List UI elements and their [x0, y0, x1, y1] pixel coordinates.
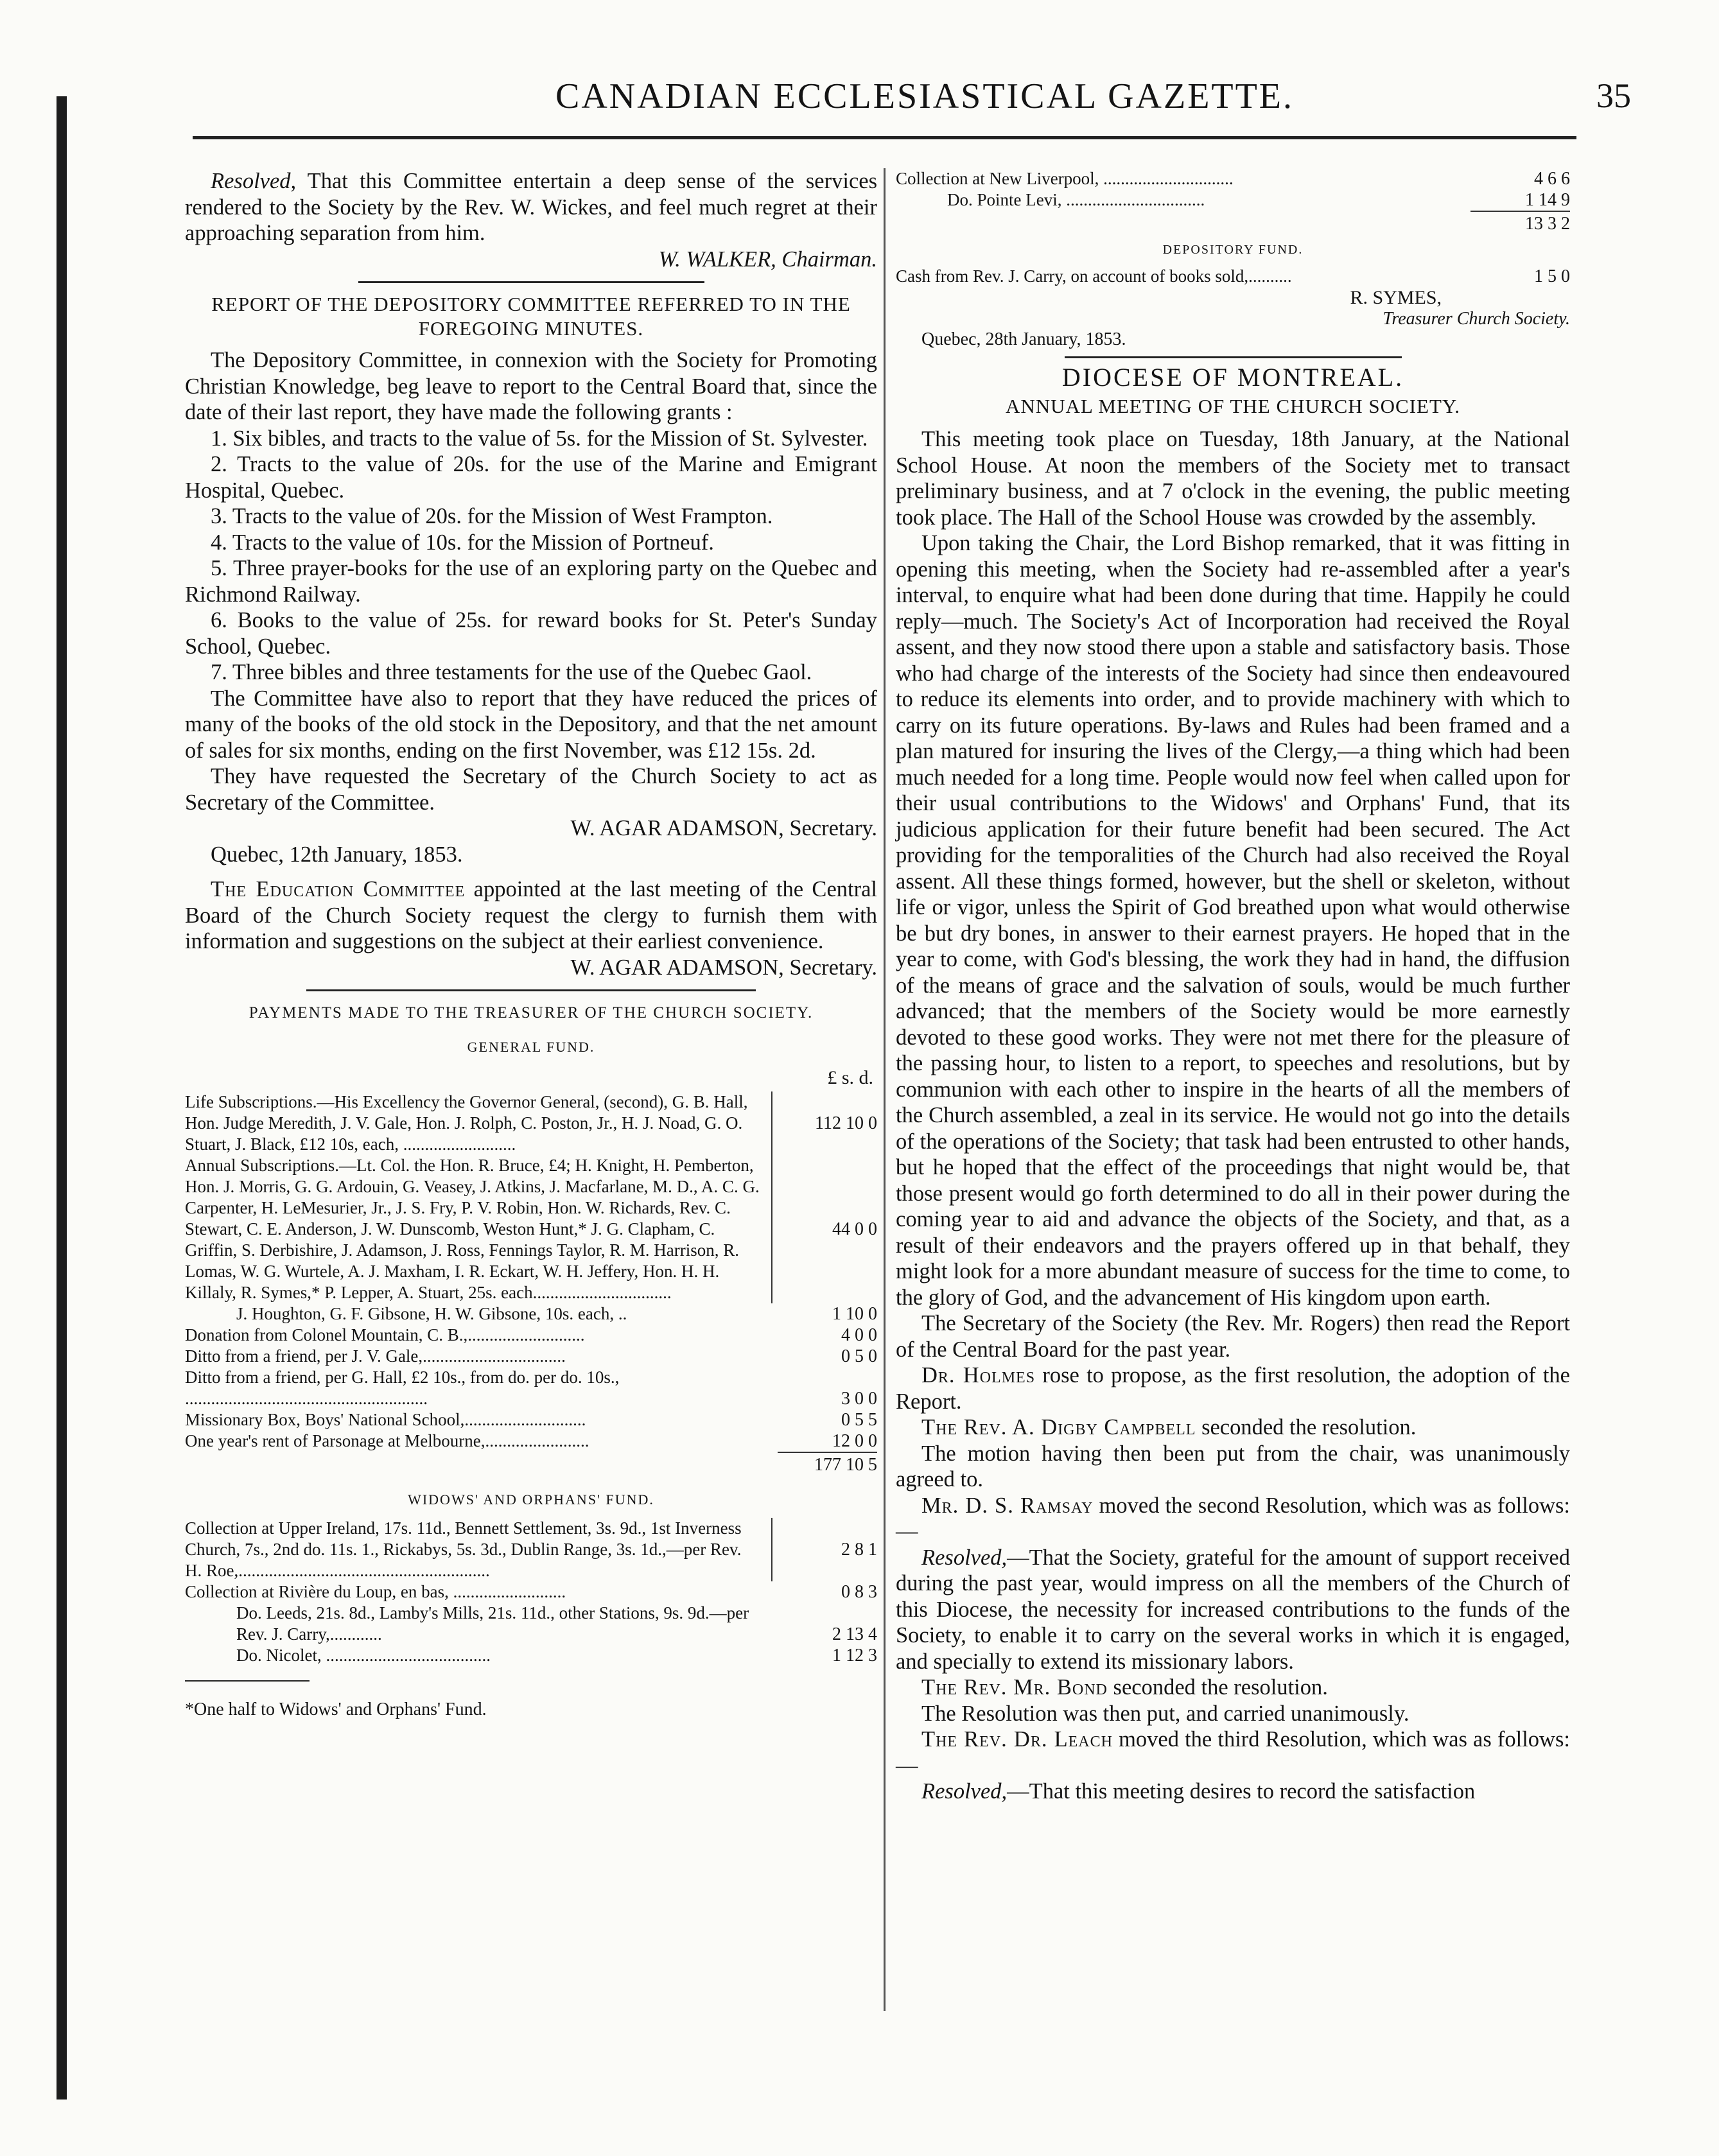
depository-amount: 1 5 0 — [1534, 266, 1570, 286]
report-signature: W. AGAR ADAMSON, Secretary. — [570, 816, 877, 840]
resolved-text: That this Committee entertain a deep sense of the services rendered to the Society by the Rev. W. Wickes, and feel much regret at their approaching separation from him. — [185, 169, 877, 245]
general-fund-total: 177 10 5 — [778, 1452, 877, 1475]
ledger-description: Ditto from a friend, per J. V. Gale,................................. — [185, 1346, 566, 1366]
holmes-text: rose to propose, as the first resolution, the adoption of the Report. — [896, 1363, 1570, 1414]
motion-paragraph: The motion having then been put from the chair, was unanimously agreed to. — [896, 1441, 1570, 1491]
grant-item: 7. Three bibles and three testaments for the use of the Quebec Gaol. — [211, 660, 812, 684]
ledger-amount: 12 0 0 — [832, 1430, 877, 1451]
ledger-row — [185, 1581, 877, 1603]
ramsay-lead: Mr. D. S. Ramsay — [921, 1493, 1094, 1518]
ledger-row — [185, 1518, 877, 1581]
chairman-signature — [185, 247, 877, 273]
treasurer-name: R. SYMES, — [1350, 286, 1442, 308]
ledger-amount: 0 8 3 — [841, 1582, 877, 1602]
ledger-amount: 4 6 6 — [1534, 169, 1570, 189]
ledger-description: Do. Nicolet, ...................................... — [236, 1646, 491, 1665]
bond-text: seconded the resolution. — [1107, 1675, 1328, 1700]
chairman-signature-text: W. WALKER, Chairman. — [658, 247, 877, 272]
ledger-amount: 2 8 1 — [841, 1540, 877, 1560]
treasurer-title: Treasurer Church Society. — [1383, 308, 1570, 329]
campbell-text: seconded the resolution. — [1196, 1415, 1417, 1439]
ledger-amount: 44 0 0 — [832, 1219, 877, 1239]
page-number: 35 — [1596, 76, 1631, 115]
ledger-description: Ditto from a friend, per G. Hall, £2 10s., from do. per do. 10s., ........................................................ — [185, 1367, 620, 1408]
widows-fund-ledger — [185, 1518, 877, 1666]
currency-header: £ s. d. — [827, 1067, 873, 1088]
campbell-lead: The Rev. A. Digby Campbell — [921, 1415, 1196, 1439]
ramsay-text: moved the second Resolution, which was as follows:— — [896, 1493, 1570, 1543]
diocese-heading: DIOCESE OF MONTREAL. — [1061, 362, 1404, 392]
ledger-amount: 0 5 5 — [841, 1409, 877, 1430]
footnote: *One half to Widows' and Orphans' Fund. — [185, 1700, 487, 1719]
grant-item: 5. Three prayer-books for the use of an exploring party on the Quebec and Richmond Railway. — [185, 556, 877, 607]
ramsay-paragraph — [896, 1493, 1570, 1545]
ledger-description: One year's rent of Parsonage at Melbourne,........................ — [185, 1430, 589, 1450]
ledger-description: Do. Pointe Levi, ................................ — [947, 190, 1205, 209]
leach-text: moved the third Resolution, which was as follows:— — [896, 1727, 1570, 1778]
header-rule — [193, 136, 1576, 139]
bond-lead: The Rev. Mr. Bond — [921, 1675, 1108, 1700]
ledger-description: Life Subscriptions.—His Excellency the Governor General, (second), G. B. Hall, Hon. Judge Meredith, J. V. Gale, Hon. J. Rolph, C. Poston, Jr., H. J. Noad, G. O. Stuart, J. Black, £12 10s, each, .......................... — [185, 1091, 772, 1155]
ledger-description: J. Houghton, G. F. Gibsone, H. W. Gibsone, 10s. each, .. — [236, 1303, 627, 1323]
report-heading: REPORT OF THE DEPOSITORY COMMITTEE REFERRED TO IN THE FOREGOING MINUTES. — [211, 293, 851, 340]
meeting-paragraphs — [896, 426, 1570, 1362]
ledger-row — [185, 1325, 877, 1346]
leach-lead: The Rev. Dr. Leach — [921, 1727, 1113, 1752]
left-column — [185, 168, 877, 1723]
treasurer-date: Quebec, 28th January, 1853. — [921, 329, 1126, 349]
resolved-2-text: —That the Society, grateful for the amount of support received during the past year, would impress on all the members of the Church of this Diocese, the necessity for increased contributions to the funds of the Society, to enable it to carry on the several works in which it is engaged, and specially to extend its missionary labors. — [896, 1545, 1570, 1674]
ledger-amount: 2 13 4 — [832, 1624, 877, 1644]
grant-item: 1. Six bibles, and tracts to the value of 5s. for the Mission of St. Sylvester. — [211, 426, 868, 451]
resolved-lead: Resolved, — [211, 169, 297, 193]
holmes-paragraph — [896, 1362, 1570, 1414]
ledger-amount: 3 0 0 — [841, 1388, 877, 1409]
footnote-rule — [185, 1680, 310, 1682]
ledger-row — [185, 1367, 877, 1409]
report-paragraph-2: The Committee have also to report that they have reduced the prices of many of the books of the old stock in the Depository, and that the net amount of sales for six months, ending on the first November, was £12 15s. 2d. — [185, 686, 877, 763]
gazette-title: CANADIAN ECCLESIASTICAL GAZETTE. — [555, 76, 1295, 116]
ledger-row — [896, 168, 1570, 189]
grant-item: 6. Books to the value of 25s. for reward books for St. Peter's Sunday School, Quebec. — [185, 608, 877, 659]
meeting-paragraph: The Secretary of the Society (the Rev. Mr. Rogers) then read the Report of the Central Board for the past year. — [896, 1311, 1570, 1362]
ledger-amount: 1 10 0 — [832, 1303, 877, 1324]
section-rule — [306, 989, 756, 991]
ledger-amount: 1 12 3 — [832, 1646, 877, 1665]
general-fund-heading: GENERAL FUND. — [467, 1038, 595, 1055]
grant-item: 2. Tracts to the value of 20s. for the use of the Marine and Emigrant Hospital, Quebec. — [185, 452, 877, 503]
report-date: Quebec, 12th January, 1853. — [211, 842, 463, 867]
ledger-row — [185, 1091, 877, 1155]
section-rule — [1065, 356, 1402, 358]
ledger-row — [185, 1155, 877, 1303]
depository-desc: Cash from Rev. J. Carry, on account of books sold,.......... — [896, 266, 1292, 286]
ledger-row — [896, 189, 1570, 211]
general-fund-ledger — [185, 1091, 877, 1452]
right-column — [896, 168, 1570, 1805]
resolution-put-paragraph: The Resolution was then put, and carried unanimously. — [921, 1701, 1409, 1726]
ledger-amount: 0 5 0 — [841, 1346, 877, 1366]
resolved-3-text: —That this meeting desires to record the satisfaction — [1007, 1779, 1476, 1804]
education-lead: The Education Committee — [211, 877, 466, 901]
grant-item: 3. Tracts to the value of 20s. for the Mission of West Frampton. — [211, 504, 773, 528]
column-divider — [884, 168, 886, 2011]
ledger-description: Do. Leeds, 21s. 8d., Lamby's Mills, 21s. 11d., other Stations, 9s. 9d.—per Rev. J. Carry,............ — [236, 1603, 749, 1644]
page-header — [154, 76, 1637, 134]
top-total: 13 3 2 — [1470, 211, 1570, 234]
ledger-description: Missionary Box, Boys' National School,............................ — [185, 1409, 586, 1429]
ledger-row — [185, 1603, 877, 1645]
ledger-amount: 4 0 0 — [841, 1325, 877, 1345]
meeting-paragraph: This meeting took place on Tuesday, 18th January, at the National School House. At noon the members of the Society met to transact preliminary business, and at 7 o'clock in the evening, the public meeting took place. The Hall of the School House was crowded by the assembly. — [896, 427, 1570, 530]
ledger-description: Annual Subscriptions.—Lt. Col. the Hon. R. Bruce, £4; H. Knight, H. Pemberton, Hon. J. Morris, G. G. Ardouin, G. Veasey, J. Atkins, J. Macfarlane, M. D., A. C. G. Carpenter, H. LeMesurier, Jr., J. S. Fry, P. V. Robin, Hon. W. Richards, Rev. C. Stewart, C. E. Anderson, J. W. Dunscomb, Weston Hunt,* J. G. Clapham, C. Griffin, S. Derbishire, J. Adamson, J. Ross, Fennings Taylor, R. M. Harrison, R. Lomas, W. G. Wurtele, A. J. Maxham, I. R. Eckart, W. H. Jeffery, Hon. H. H. Killaly, R. Symes,* P. Lepper, A. Stuart, 25s. each................................ — [185, 1155, 772, 1303]
ledger-row — [185, 1645, 877, 1666]
leach-paragraph — [896, 1726, 1570, 1778]
report-intro: The Depository Committee, in connexion with the Society for Promoting Christian Knowledge, beg leave to report to the Central Board that, since the date of their last report, they have made the following grants : — [185, 348, 877, 424]
top-total-row — [896, 211, 1570, 234]
grants-list — [185, 426, 877, 686]
general-fund-total-row — [185, 1452, 877, 1475]
resolved-3-lead: Resolved, — [921, 1779, 1008, 1804]
top-ledger — [896, 168, 1570, 211]
ledger-row — [185, 1430, 877, 1452]
meeting-paragraph: Upon taking the Chair, the Lord Bishop remarked, that it was fitting in opening this meeting, when the Society had re-assembled after a year's interval, to enquire what had been done during that time. Happily he could reply—much. The Society's Act of Incorporation had received the Royal assent, and they now stood there upon a stable and satisfactory basis. Those who had charge of the interests of the Society had since then endeavoured to reduce its elements into order, and to provide machinery with which to carry on its future operations. By-laws and Rules had been framed and a plan matured for insuring the lives of the Clergy,—a thing which had been much needed for a long time. People would now feel when called upon for their usual contributions to the Widows' and Orphans' Fund, that its judicious application for their future benefit had been secured. The Act providing for the temporalities of the Church had also received the Royal assent. All these things formed, however, but the shell or skeleton, without life or vigor, unless the Spirit of God breathed upon what would otherwise be but dry bones, in answer to their earnest prayers. He hoped that in the year to come, with God's blessing, the work they had in hand, the diffusion of the means of grace and the salvation of souls, would be much further advanced; that the members of the Society would be more earnestly devoted to these good works. They were not met there for the pleasure of the passing hour, to listen to a report, to speeches and resolutions, but by communion with each other to inspire in the hearts of all the members of the Church assembled, a zeal in its service. He would not go into the details of the operations of the Society; that task had been entrusted to other hands, but he hoped that the effect of the proceedings that night would be, that those present would go forth determined to do all in their power during the coming year to aid and advance the objects of the Society, and that, as a result of their endeavors and the prayers offered up in that behalf, they might look for a more abundant measure of success for the time to come, to the glory of God, and the advancement of His kingdom upon earth. — [896, 531, 1570, 1310]
ledger-row — [185, 1303, 877, 1325]
depository-fund-heading: DEPOSITORY FUND. — [1162, 243, 1304, 257]
education-signature: W. AGAR ADAMSON, Secretary. — [570, 955, 877, 980]
payments-heading: PAYMENTS MADE TO THE TREASURER OF THE CHURCH SOCIETY. — [249, 1004, 814, 1021]
grant-item: 4. Tracts to the value of 10s. for the Mission of Portneuf. — [211, 530, 714, 555]
section-rule — [358, 281, 704, 283]
ledger-row — [185, 1409, 877, 1430]
binding-edge — [57, 96, 67, 2099]
ledger-description: Collection at Upper Ireland, 17s. 11d., Bennett Settlement, 3s. 9d., 1st Inverness Church, 7s., 2nd do. 11s. 1., Rickabys, 5s. 3d., Dublin Range, 3s. 1d.,—per Rev. H. Roe,.......................................................... — [185, 1518, 772, 1581]
bond-paragraph — [896, 1674, 1570, 1701]
widows-fund-heading: WIDOWS' AND ORPHANS' FUND. — [408, 1491, 654, 1508]
ledger-amount: 112 10 0 — [815, 1113, 877, 1133]
meeting-heading: ANNUAL MEETING OF THE CHURCH SOCIETY. — [1005, 395, 1461, 417]
ledger-description: Donation from Colonel Mountain, C. B.,........................... — [185, 1325, 585, 1344]
depository-row — [896, 266, 1570, 287]
education-text: appointed at the last meeting of the Central Board of the Church Society request the clergy to furnish them with information and suggestions on the subject at their earliest convenience. — [185, 877, 877, 953]
education-paragraph — [185, 876, 877, 955]
ledger-row — [185, 1346, 877, 1367]
ledger-description: Collection at Rivière du Loup, en bas, .......................... — [185, 1582, 566, 1601]
resolved-2-lead: Resolved, — [921, 1545, 1008, 1570]
resolved-3-paragraph — [896, 1778, 1570, 1805]
report-paragraph-3: They have requested the Secretary of the Church Society to act as Secretary of the Committee. — [185, 764, 877, 815]
ledger-amount: 1 14 9 — [1525, 190, 1570, 210]
holmes-lead: Dr. Holmes — [921, 1363, 1036, 1387]
resolved-2-paragraph — [896, 1545, 1570, 1675]
campbell-paragraph — [896, 1414, 1570, 1441]
resolved-paragraph — [185, 168, 877, 247]
ledger-description: Collection at New Liverpool, .............................. — [896, 169, 1234, 188]
